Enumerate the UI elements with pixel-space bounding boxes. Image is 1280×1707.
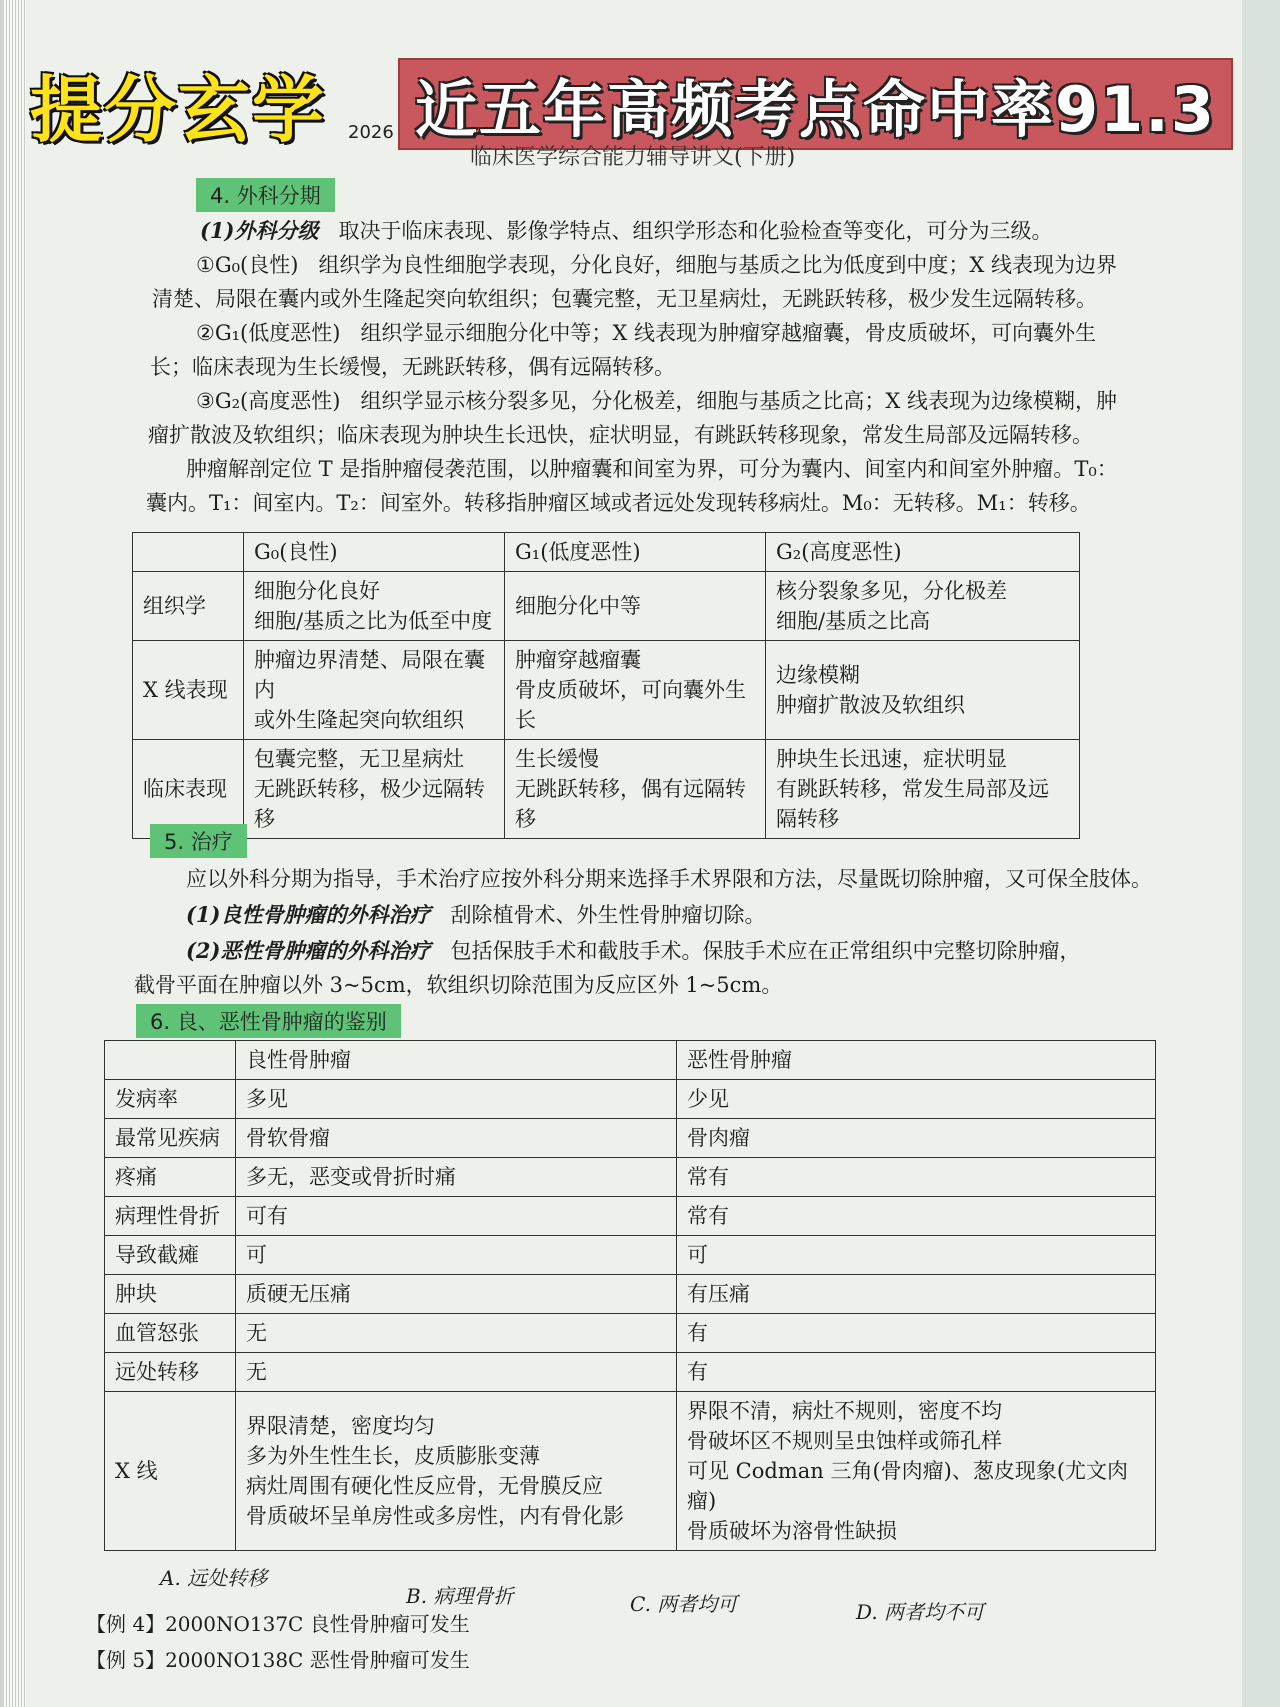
row-label: 临床表现	[133, 740, 244, 839]
benign-cell: 无	[236, 1353, 677, 1392]
benign-treatment-line	[186, 898, 766, 932]
table-row	[105, 1275, 1156, 1314]
g2-text: 组织学显示核分裂多见，分化极差，细胞与基质之比高；X 线表现为边缘模糊，肿	[360, 389, 1118, 413]
cell-line: 病灶周围有硬化性反应骨，无骨膜反应	[246, 1474, 603, 1498]
header-cell: 恶性骨肿瘤	[677, 1041, 1156, 1080]
banner-year: 2026	[348, 122, 394, 143]
header-cell	[133, 533, 244, 572]
g2-text-cont: 瘤扩散波及软组织；临床表现为肿块生长迅快，症状明显，有跳跃转移现象，常发生局部及远隔转移。	[148, 423, 1093, 447]
cell-line: 生长缓慢	[515, 747, 599, 771]
table-row	[133, 572, 1080, 641]
tnm-line-2: 囊内。T₁：间室内。T₂：间室外。转移指肿瘤区域或者远处发现转移病灶。M₀：无转移。M₁：转移。	[146, 491, 1091, 515]
banner-left-title: 提分玄学	[30, 68, 327, 152]
cell-line: 核分裂象多见，分化极差	[776, 579, 1007, 603]
table-row	[105, 1080, 1156, 1119]
option-a: A. 远处转移	[160, 1566, 268, 1590]
row-label: 病理性骨折	[105, 1197, 236, 1236]
malignant-treatment-line	[186, 934, 1081, 968]
cell-line: 肿块生长迅速，症状明显	[776, 747, 1007, 771]
staging-table	[132, 532, 1080, 839]
malignant-cell: 常有	[677, 1158, 1156, 1197]
cell-line: 无跳跃转移，极少远隔转移	[254, 777, 485, 831]
g1-text-cont: 长；临床表现为生长缓慢，无跳跃转移，偶有远隔转移。	[150, 355, 675, 379]
tnm-line-1: 肿瘤解剖定位 T 是指肿瘤侵袭范围，以肿瘤囊和间室为界，可分为囊内、间室内和间室外肿瘤。T₀：	[186, 457, 1118, 481]
row-label: 疼痛	[105, 1158, 236, 1197]
benign-malignant-table	[104, 1040, 1156, 1551]
cell-line: 无跳跃转移，偶有远隔转移	[515, 777, 746, 831]
sub1-label: (1)外科分级	[200, 218, 319, 243]
malignant-cell: 可	[677, 1236, 1156, 1275]
benign-cell: 可	[236, 1236, 677, 1275]
treatment-intro: 应以外科分期为指导，手术治疗应按外科分期来选择手术界限和方法，尽量既切除肿瘤，又可保全肢体。	[186, 867, 1152, 891]
table-cell	[505, 740, 766, 839]
option-b: B. 病理骨折	[406, 1584, 514, 1608]
table-row	[105, 1353, 1156, 1392]
g2-label: ③G₂(高度恶性)	[196, 389, 341, 413]
cell-line: 骨皮质破坏，可向囊外生长	[515, 678, 746, 732]
option-d: D. 两者均不可	[856, 1600, 985, 1624]
malignant-cell: 有	[677, 1353, 1156, 1392]
table-cell	[244, 641, 505, 740]
section-6-title: 6. 良、恶性骨肿瘤的鉴别	[136, 1004, 401, 1038]
table-row	[133, 641, 1080, 740]
malignant-treatment-label: (2)恶性骨肿瘤的外科治疗	[186, 938, 431, 963]
malignant-treatment-text: 包括保肢手术和截肢手术。保肢手术应在正常组织中完整切除肿瘤，	[450, 939, 1081, 963]
cell-line: 界限不清，病灶不规则，密度不均	[687, 1399, 1002, 1423]
row-label: X 线	[105, 1392, 236, 1551]
sub1-line	[200, 214, 1053, 248]
cell-line: 多为外生性生长，皮质膨胀变薄	[246, 1444, 540, 1468]
example-5: 【例 5】2000NO138C 恶性骨肿瘤可发生	[86, 1648, 470, 1672]
cell-line: 肿瘤边界清楚、局限在囊内	[254, 648, 485, 702]
running-head: 临床医学综合能力辅导讲义(下册)	[470, 145, 796, 170]
header-cell: 良性骨肿瘤	[236, 1041, 677, 1080]
table-row	[105, 1197, 1156, 1236]
row-label: 最常见疾病	[105, 1119, 236, 1158]
table-cell	[244, 572, 505, 641]
cell-line: 细胞/基质之比为低至中度	[254, 609, 493, 633]
section-4-title: 4. 外科分期	[196, 178, 335, 212]
sub1-text: 取决于临床表现、影像学特点、组织学形态和化验检查等变化，可分为三级。	[338, 219, 1053, 243]
row-label: X 线表现	[133, 641, 244, 740]
g0-label: ①G₀(良性)	[196, 253, 299, 277]
malignant-treatment-cont: 截骨平面在肿瘤以外 3~5cm，软组织切除范围为反应区外 1~5cm。	[134, 973, 783, 997]
table-cell	[244, 740, 505, 839]
table-row	[105, 1119, 1156, 1158]
g0-text: 组织学为良性细胞学表现，分化良好，细胞与基质之比为低度到中度；X 线表现为边界	[318, 253, 1118, 277]
row-label: 远处转移	[105, 1353, 236, 1392]
cell-line: 细胞/基质之比高	[776, 609, 931, 633]
banner-right-title: 近五年高频考点命中率91.3	[398, 58, 1233, 150]
benign-cell: 多见	[236, 1080, 677, 1119]
benign-treatment-label: (1)良性骨肿瘤的外科治疗	[186, 902, 431, 927]
page-stack-left	[4, 0, 26, 1707]
cell-line: 细胞分化中等	[515, 594, 641, 618]
g1-line	[196, 316, 1096, 350]
table-cell	[766, 572, 1080, 641]
malignant-cell: 有压痛	[677, 1275, 1156, 1314]
cell-line: 可见 Codman 三角(骨肉瘤)、葱皮现象(尤文肉瘤)	[687, 1459, 1129, 1513]
row-label: 导致截瘫	[105, 1236, 236, 1275]
cell-line: 骨质破坏呈单房性或多房性，内有骨化影	[246, 1504, 624, 1528]
g1-label: ②G₁(低度恶性)	[196, 321, 341, 345]
cell-line: 有跳跃转移，常发生局部及远隔转移	[776, 777, 1049, 831]
header-cell: G₀(良性)	[244, 533, 505, 572]
header-cell: G₁(低度恶性)	[505, 533, 766, 572]
table-row	[133, 740, 1080, 839]
section-5-title: 5. 治疗	[150, 824, 247, 858]
row-label: 血管怒张	[105, 1314, 236, 1353]
cell-line: 或外生隆起突向软组织	[254, 708, 464, 732]
cell-line: 包囊完整，无卫星病灶	[254, 747, 464, 771]
table-row	[105, 1314, 1156, 1353]
cell-line: 边缘模糊	[776, 663, 860, 687]
row-label: 发病率	[105, 1080, 236, 1119]
cell-line: 细胞分化良好	[254, 579, 380, 603]
table-row	[105, 1392, 1156, 1551]
cell-line: 肿瘤扩散波及软组织	[776, 693, 965, 717]
page-stack-right	[1242, 0, 1280, 1707]
benign-treatment-text: 刮除植骨术、外生性骨肿瘤切除。	[450, 903, 766, 927]
benign-cell: 质硬无压痛	[236, 1275, 677, 1314]
table-cell	[505, 572, 766, 641]
table-row	[133, 533, 1080, 572]
malignant-cell: 常有	[677, 1197, 1156, 1236]
table-cell	[766, 740, 1080, 839]
header-cell: G₂(高度恶性)	[766, 533, 1080, 572]
table-cell	[766, 641, 1080, 740]
cell-line: 骨破坏区不规则呈虫蚀样或筛孔样	[687, 1429, 1002, 1453]
malignant-cell: 有	[677, 1314, 1156, 1353]
benign-cell: 多无，恶变或骨折时痛	[236, 1158, 677, 1197]
g1-text: 组织学显示细胞分化中等；X 线表现为肿瘤穿越瘤囊，骨皮质破坏，可向囊外生	[360, 321, 1097, 345]
malignant-cell	[677, 1392, 1156, 1551]
benign-cell: 可有	[236, 1197, 677, 1236]
option-c: C. 两者均可	[630, 1592, 738, 1616]
row-label: 肿块	[105, 1275, 236, 1314]
row-label: 组织学	[133, 572, 244, 641]
example-4: 【例 4】2000NO137C 良性骨肿瘤可发生	[86, 1612, 470, 1636]
malignant-cell: 骨肉瘤	[677, 1119, 1156, 1158]
header-cell	[105, 1041, 236, 1080]
table-row	[105, 1041, 1156, 1080]
table-cell	[505, 641, 766, 740]
g0-line	[196, 248, 1117, 282]
benign-cell: 无	[236, 1314, 677, 1353]
g2-line	[196, 384, 1117, 418]
cell-line: 骨质破坏为溶骨性缺损	[687, 1519, 897, 1543]
benign-cell: 骨软骨瘤	[236, 1119, 677, 1158]
benign-cell	[236, 1392, 677, 1551]
cell-line: 界限清楚，密度均匀	[246, 1414, 435, 1438]
table-row	[105, 1236, 1156, 1275]
g0-text-cont: 清楚、局限在囊内或外生隆起突向软组织；包囊完整，无卫星病灶，无跳跃转移，极少发生远隔转移。	[152, 287, 1097, 311]
table-row	[105, 1158, 1156, 1197]
malignant-cell: 少见	[677, 1080, 1156, 1119]
cell-line: 肿瘤穿越瘤囊	[515, 648, 641, 672]
